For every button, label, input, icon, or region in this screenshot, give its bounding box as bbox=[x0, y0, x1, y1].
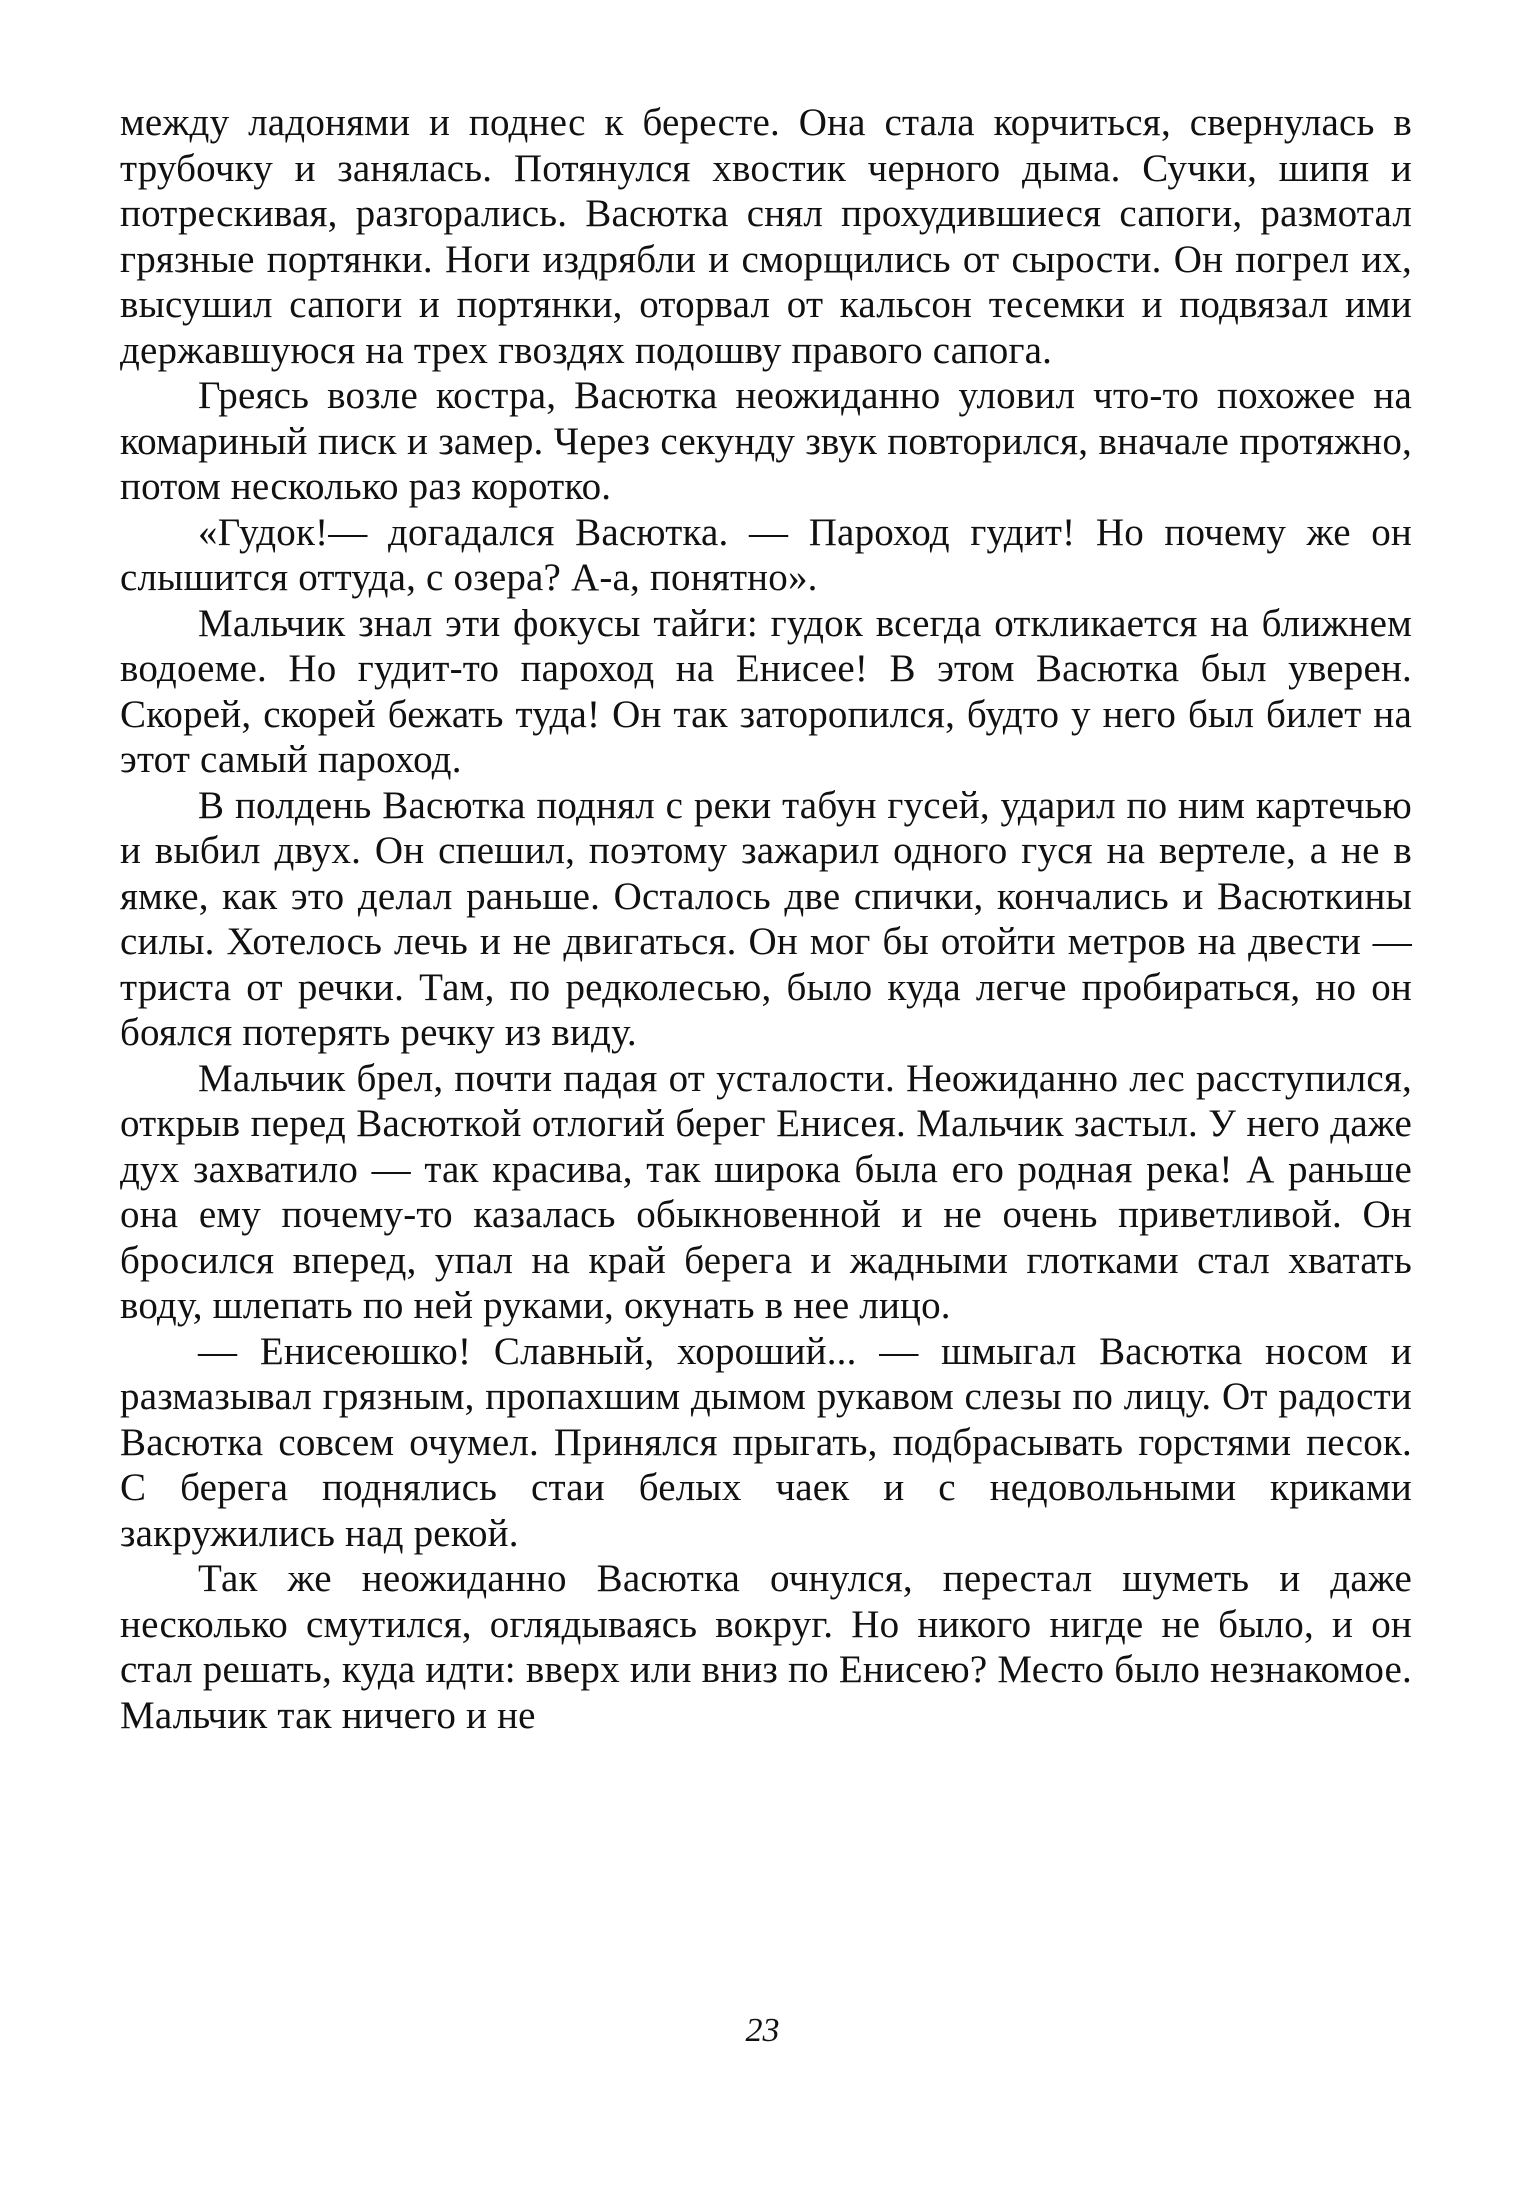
paragraph-8: Так же неожиданно Васютка очнулся, перестал шуметь и даже несколько смутился, оглядываясь вокруг. Но никого нигде не было, и он стал решать, куда идти: вверх или вниз по Енисею? Место было незнакомое. Мальчик так ничего и не bbox=[120, 1557, 1412, 1737]
paragraph-5: В полдень Васютка поднял с реки табун гусей, ударил по ним картечью и выбил двух. Он спешил, поэтому зажарил одного гуся на вертеле, а не в ямке, как это делал раньше. Осталось две спички, кончались и Васюткины силы. Хотелось лечь и не двигаться. Он мог бы отойти метров на двести — триста от речки. Там, по редколесью, было куда легче пробираться, но он боялся потерять речку из виду. bbox=[120, 783, 1412, 1054]
paragraph-2: Греясь возле костра, Васютка неожиданно уловил что-то похожее на комариный писк и замер. Через секунду звук повторился, вначале протяжно, потом несколько раз коротко. bbox=[120, 374, 1412, 508]
paragraph-6: Мальчик брел, почти падая от усталости. Неожиданно лес расступился, открыв перед Васюткой отлогий берег Енисея. Мальчик застыл. У него даже дух захватило — так красива, так широка была его родная река! А раньше она ему почему-то казалась обыкновенной и не очень приветливой. Он бросился вперед, упал на край берега и жадными глотками стал хватать воду, шлепать по ней руками, окунать в нее лицо. bbox=[120, 1056, 1412, 1327]
paragraph-3: «Гудок!— догадался Васютка. — Пароход гудит! Но почему же он слышится оттуда, с озера? А-а, понятно». bbox=[120, 510, 1412, 599]
paragraph-7: — Енисеюшко! Славный, хороший... — шмыгал Васютка носом и размазывал грязным, пропахшим дымом рукавом слезы по лицу. От радости Васютка совсем очумел. Принялся прыгать, подбрасывать горстями песок. С берега поднялись стаи белых чаек и с недовольными криками закружились над рекой. bbox=[120, 1329, 1412, 1555]
page-body bbox=[120, 100, 1412, 1738]
paragraph-1: между ладонями и поднес к бересте. Она стала корчиться, свернулась в трубочку и занялась. Потянулся хвостик черного дыма. Сучки, шипя и потрескивая, разгорались. Васютка снял прохудившиеся сапоги, размотал грязные портянки. Ноги издрябли и сморщились от сырости. Он погрел их, высушил сапоги и портянки, оторвал от кальсон тесемки и подвязал ими державшуюся на трех гвоздях подошву правого сапога. bbox=[120, 101, 1412, 372]
page-number: 23 bbox=[745, 2012, 780, 2049]
paragraph-4: Мальчик знал эти фокусы тайги: гудок всегда откликается на ближнем водоеме. Но гудит-то пароход на Енисее! В этом Васютка был уверен. Скорей, скорей бежать туда! Он так заторопился, будто у него был билет на этот самый пароход. bbox=[120, 601, 1412, 781]
